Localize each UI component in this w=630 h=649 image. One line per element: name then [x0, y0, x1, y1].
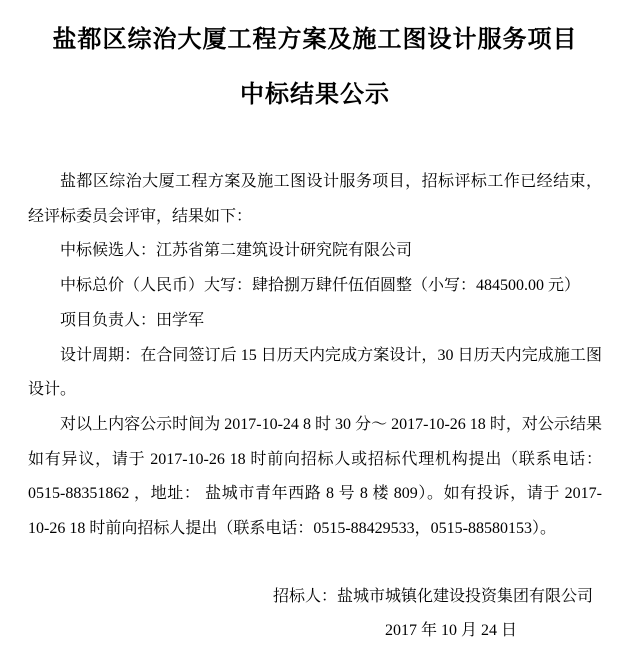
document-footer	[28, 580, 602, 649]
announcement-date: 2017 年 10 月 24 日	[384, 622, 517, 640]
project-manager-line: 项目负责人：田学军	[60, 311, 205, 329]
publicity-notice-paragraph: 对以上内容公示时间为 2017-10-24 8 时 30 分～ 2017-10-26 18 时，对公示结果如有异议，请于 2017-10-26 18 时前向招标人或招标代理机构提出（联系电话：0515-88351862 ，地址： 盐城市青年西路 8 号 8 楼 809）。如有投诉，请于 2017-10-26 18 时前向招标人提出（联系电话：0515-88429533，0515-88580153）。	[28, 415, 602, 538]
bid-price-line: 中标总价（人民币）大写：肆拾捌万肆仟伍佰圆整（小写：484500.00 元）	[60, 277, 581, 295]
tenderer-signature: 招标人：盐城市城镇化建设投资集团有限公司	[272, 587, 593, 605]
design-period-paragraph: 设计周期：在合同签订后 15 日历天内完成方案设计，30 日历天内完成施工图设计。	[28, 346, 602, 399]
document-subtitle: 中标结果公示	[240, 82, 390, 108]
winning-bidder-line: 中标候选人：江苏省第二建筑设计研究院有限公司	[60, 242, 413, 260]
document-title: 盐都区综治大厦工程方案及施工图设计服务项目	[52, 27, 578, 53]
intro-paragraph: 盐都区综治大厦工程方案及施工图设计服务项目，招标评标工作已经结束，经评标委员会评审，结果如下：	[28, 173, 602, 225]
document-body	[28, 165, 602, 547]
